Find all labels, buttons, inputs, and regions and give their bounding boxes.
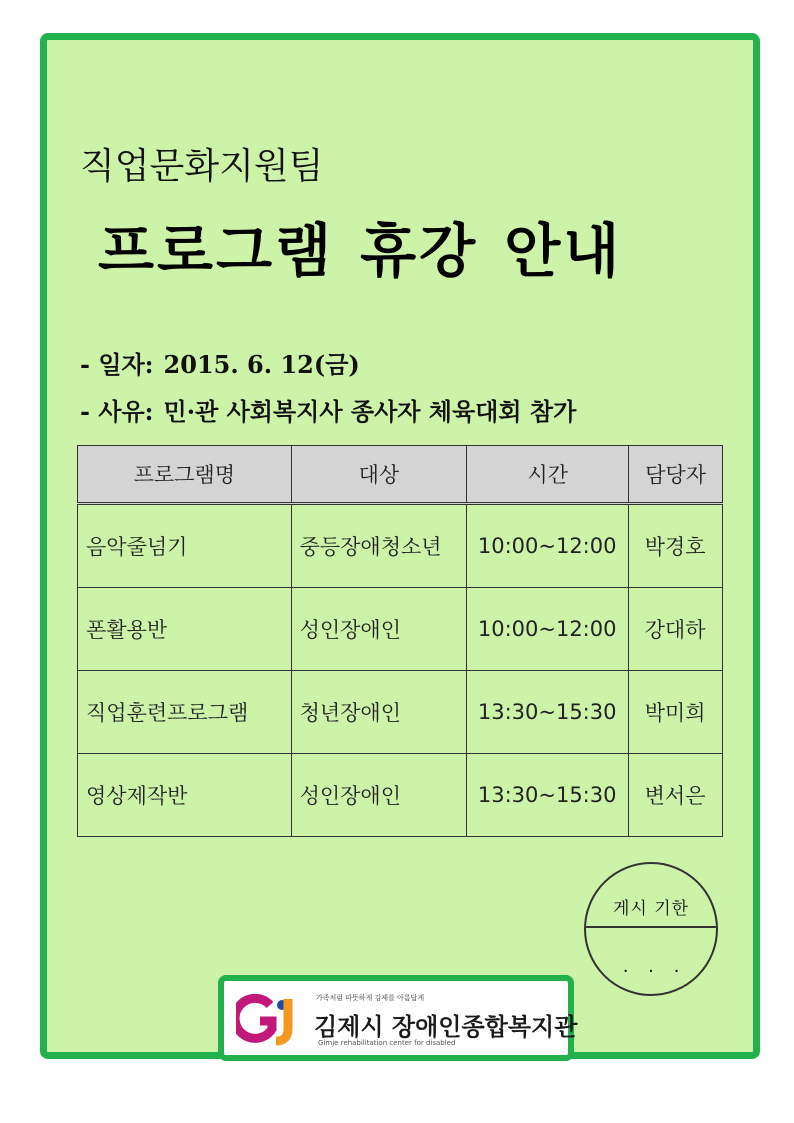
column-header: 시간: [467, 446, 629, 504]
manager-cell: 박미희: [629, 671, 723, 754]
manager-cell: 강대하: [629, 588, 723, 671]
time-cell: 10:00~12:00: [467, 588, 629, 671]
stamp-divider: [586, 926, 716, 928]
title-word: 안내: [504, 217, 623, 285]
target-cell: 성인장애인: [291, 588, 467, 671]
target-cell: 청년장애인: [291, 671, 467, 754]
date-label: - 일자:: [80, 350, 154, 379]
time-cell: 13:30~15:30: [467, 671, 629, 754]
center-logo-banner: [218, 975, 578, 1061]
stamp-dots: . . .: [622, 956, 680, 977]
table-row: [78, 671, 723, 754]
column-header: 담당자: [629, 446, 723, 504]
time-cell: 13:30~15:30: [467, 754, 629, 837]
program-name-cell: 음악줄넘기: [78, 504, 292, 588]
title-word: 휴강: [360, 217, 479, 285]
time-cell: 10:00~12:00: [467, 504, 629, 588]
table-row: [78, 504, 723, 588]
posting-deadline-stamp: [584, 862, 718, 996]
stamp-label: 게시 기한: [612, 899, 690, 919]
program-name-cell: 직업훈련프로그램: [78, 671, 292, 754]
target-cell: 성인장애인: [291, 754, 467, 837]
column-header: 대상: [291, 446, 467, 504]
manager-cell: 변서은: [629, 754, 723, 837]
gj-logo-icon: [236, 991, 310, 1047]
reason-label: - 사유:: [80, 397, 154, 426]
manager-cell: 박경호: [629, 504, 723, 588]
reason-line: [80, 392, 576, 427]
program-name-cell: 영상제작반: [78, 754, 292, 837]
logo-english-name: Gimje rehabilitation center for disabled: [318, 1039, 456, 1047]
date-value: 2015. 6. 12(금): [163, 350, 360, 379]
program-table: [77, 445, 723, 837]
logo-motto: 가족처럼 따뜻하게 김제를 아름답게: [316, 994, 425, 1002]
team-name: 직업문화지원팀: [80, 146, 324, 187]
reason-value: 민·관 사회복지사 종사자 체육대회 참가: [163, 397, 577, 426]
column-header: 프로그램명: [78, 446, 292, 504]
date-line: [80, 345, 360, 380]
poster-title: [98, 204, 622, 288]
target-cell: 중등장애청소년: [291, 504, 467, 588]
logo-center-name: 김제시 장애인종합복지관: [314, 1013, 578, 1041]
table-header-row: [78, 446, 723, 504]
table-row: [78, 754, 723, 837]
program-name-cell: 폰활용반: [78, 588, 292, 671]
table-row: [78, 588, 723, 671]
title-word: 프로그램: [98, 217, 335, 285]
